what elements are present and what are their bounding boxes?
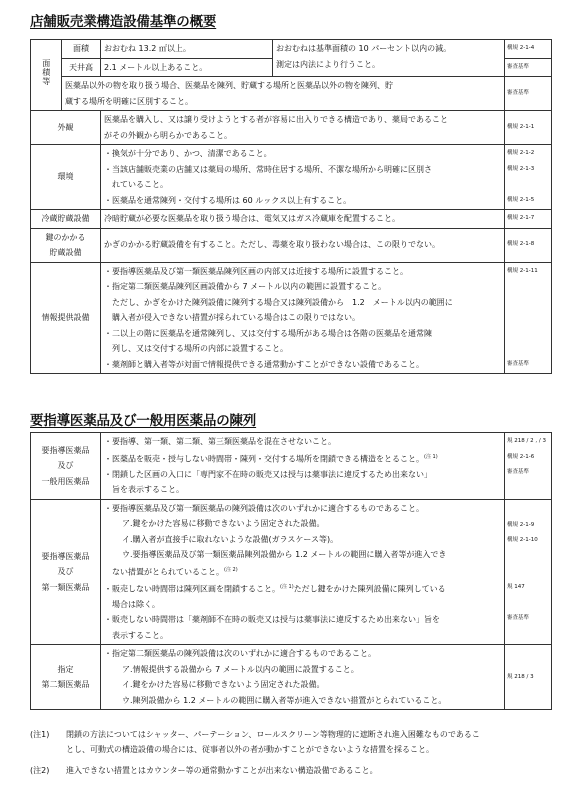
- ceiling-text-left: 2.1 メートル以上あること。: [101, 58, 273, 77]
- exterior-text: 医薬品を購入し、又は譲り受けようとする者が容易に出入りできる構造であり、薬局であること がその外観から明らかであること。: [101, 111, 505, 145]
- area-text-right: おおむねは基準面積の 10 パーセント以内の減。 測定は内法により行うこと。: [273, 40, 505, 77]
- footnotes: [30, 727, 560, 778]
- display-table: [30, 432, 552, 710]
- area-group-label: 面積等: [31, 40, 62, 111]
- cold-storage-text: 冷暗貯蔵が必要な医薬品を取り扱う場合は、電気又はガス冷蔵庫を配置すること。: [101, 210, 505, 229]
- exterior-label: 外観: [31, 111, 101, 145]
- guidance-codes: 規 218 / 2 , / 3 構規 2-1-6 審査基準: [505, 433, 552, 500]
- guidance-text: ・要指導、第一類、第二類、第三類医薬品を混在させないこと。 ・医薬品を販売・授与しない時間帯・陳列・交付する場所を閉鎖できる構造をとること。$^{(注 1)}$ ・閉鎖した区画の入口に「専門家不在時の販売又は授与は薬事法に違反するため出来ない」 旨を表示すること。: [101, 433, 505, 500]
- locked-storage-text: かぎのかかる貯蔵設備を有すること。ただし、毒薬を取り扱わない場合は、この限りでない。: [101, 228, 505, 262]
- first-class-codes: 構規 2-1-9 構規 2-1-10 規 147 審査基準: [505, 499, 552, 645]
- environment-label: 環境: [31, 145, 101, 210]
- info-facility-text: ・要指導医薬品及び第一類医薬品陳列区画の内部又は近接する場所に設置すること。 ・指定第二類医薬品陳列区画設備から 7 メートル以内の範囲に設置すること。 ただし、かぎをかけた陳列設備に陳列する場合又は陳列設備から 1.2 メートル以内の範囲に 購入者が侵入できない措置が採られている場合はこの限りではない。 ・二以上の階に医薬品を通常陳列し、又は交付する場所がある場合は各階の医薬品を通常陳 列し、又は交付する場所の内部に設置すること。 ・薬剤師と購入者等が対面で情報提供できる通常動かすことができない設備であること。: [101, 262, 505, 374]
- second-class-label: 指定 第二類医薬品: [31, 645, 101, 710]
- info-facility-label: 情報提供設備: [31, 262, 101, 374]
- environment-text: ・換気が十分であり、かつ、清潔であること。 ・当該店舗販売業の店舗又は薬局の場所、常時住居する場所、不潔な場所から明確に区別さ れていること。 ・医薬品を通常陳列・交付する場所は 60 ルックス以上有すること。: [101, 145, 505, 210]
- guidance-label: 要指導医薬品 及び 一般用医薬品: [31, 433, 101, 500]
- area-text-left: おおむね 13.2 ㎡以上。: [101, 40, 273, 59]
- locked-storage-label: 鍵のかかる 貯蔵設備: [31, 228, 101, 262]
- cold-storage-code: 構規 2-1-7: [505, 210, 552, 229]
- environment-codes: 構規 2-1-2 構規 2-1-3 構規 2-1-5: [505, 145, 552, 210]
- exterior-code: 構規 2-1-1: [505, 111, 552, 145]
- cold-storage-label: 冷蔵貯蔵設備: [31, 210, 101, 229]
- second-class-text: ・指定第二類医薬品の陳列設備は次のいずれかに適合するものであること。 ア.情報提供する設備から 7 メートル以内の範囲に設置すること。 イ.鍵をかけた容易に移動できないよう固定された設備。 ウ.陳列設備から 1.2 メートルの範囲に購入者等が進入できない措置がとられていること。: [101, 645, 505, 710]
- footnote-1: (注1) 閉鎖の方法についてはシャッター、パーテーション、ロールスクリーン等物理的に遮断され進入困難なものであるこ とし、可動式の構造設備の場合には、従事者以外の者が動かすことができないような措置を採ること。: [30, 730, 480, 754]
- second-class-code: 規 218 / 3: [505, 645, 552, 710]
- area-label: 面積: [62, 40, 101, 59]
- store-standards-table: [30, 39, 552, 374]
- first-class-text: ・要指導医薬品及び第一類医薬品の陳列設備は次のいずれかに適合するものであること。 ア.鍵をかけた容易に移動できないよう固定された設備。 イ.購入者が直接手に取れないような設備(ガラスケース等)。 ウ.要指導医薬品及び第一類医薬品陳列設備から 1.2 メートルの範囲に購入者等が進入でき ない措置がとられていること。$^{(注 2)}$ ・販売しない時間帯は陳列区画を閉鎖すること。$^{(注 1)}$ただし鍵をかけた陳列設備に陳列している 場合は除く。 ・販売しない時間帯は「薬剤師不在時の販売又は授与は薬事法に違反するため出来ない」旨を 表示すること。: [101, 499, 505, 645]
- ceiling-label: 天井高: [62, 58, 101, 77]
- area-note-code: 審査基準: [505, 77, 552, 111]
- section1-title: 店舗販売業構造設備基準の概要: [30, 14, 217, 30]
- ceiling-code: 審査基準: [505, 58, 552, 77]
- info-facility-codes: 構規 2-1-11 審査基準: [505, 262, 552, 374]
- area-code: 構規 2-1-4: [505, 40, 552, 59]
- footnote-2: (注2) 進入できない措置とはカウンター等の通常動かすことが出来ない構造設備であること。: [30, 766, 378, 775]
- first-class-label: 要指導医薬品 及び 第一類医薬品: [31, 499, 101, 645]
- locked-storage-code: 構規 2-1-8: [505, 228, 552, 262]
- area-note: 医薬品以外の物を取り扱う場合、医薬品を陳列、貯蔵する場所と医薬品以外の物を陳列、貯 蔵する場所を明確に区別すること。: [62, 77, 505, 111]
- section2-title: 要指導医薬品及び一般用医薬品の陳列: [30, 413, 257, 429]
